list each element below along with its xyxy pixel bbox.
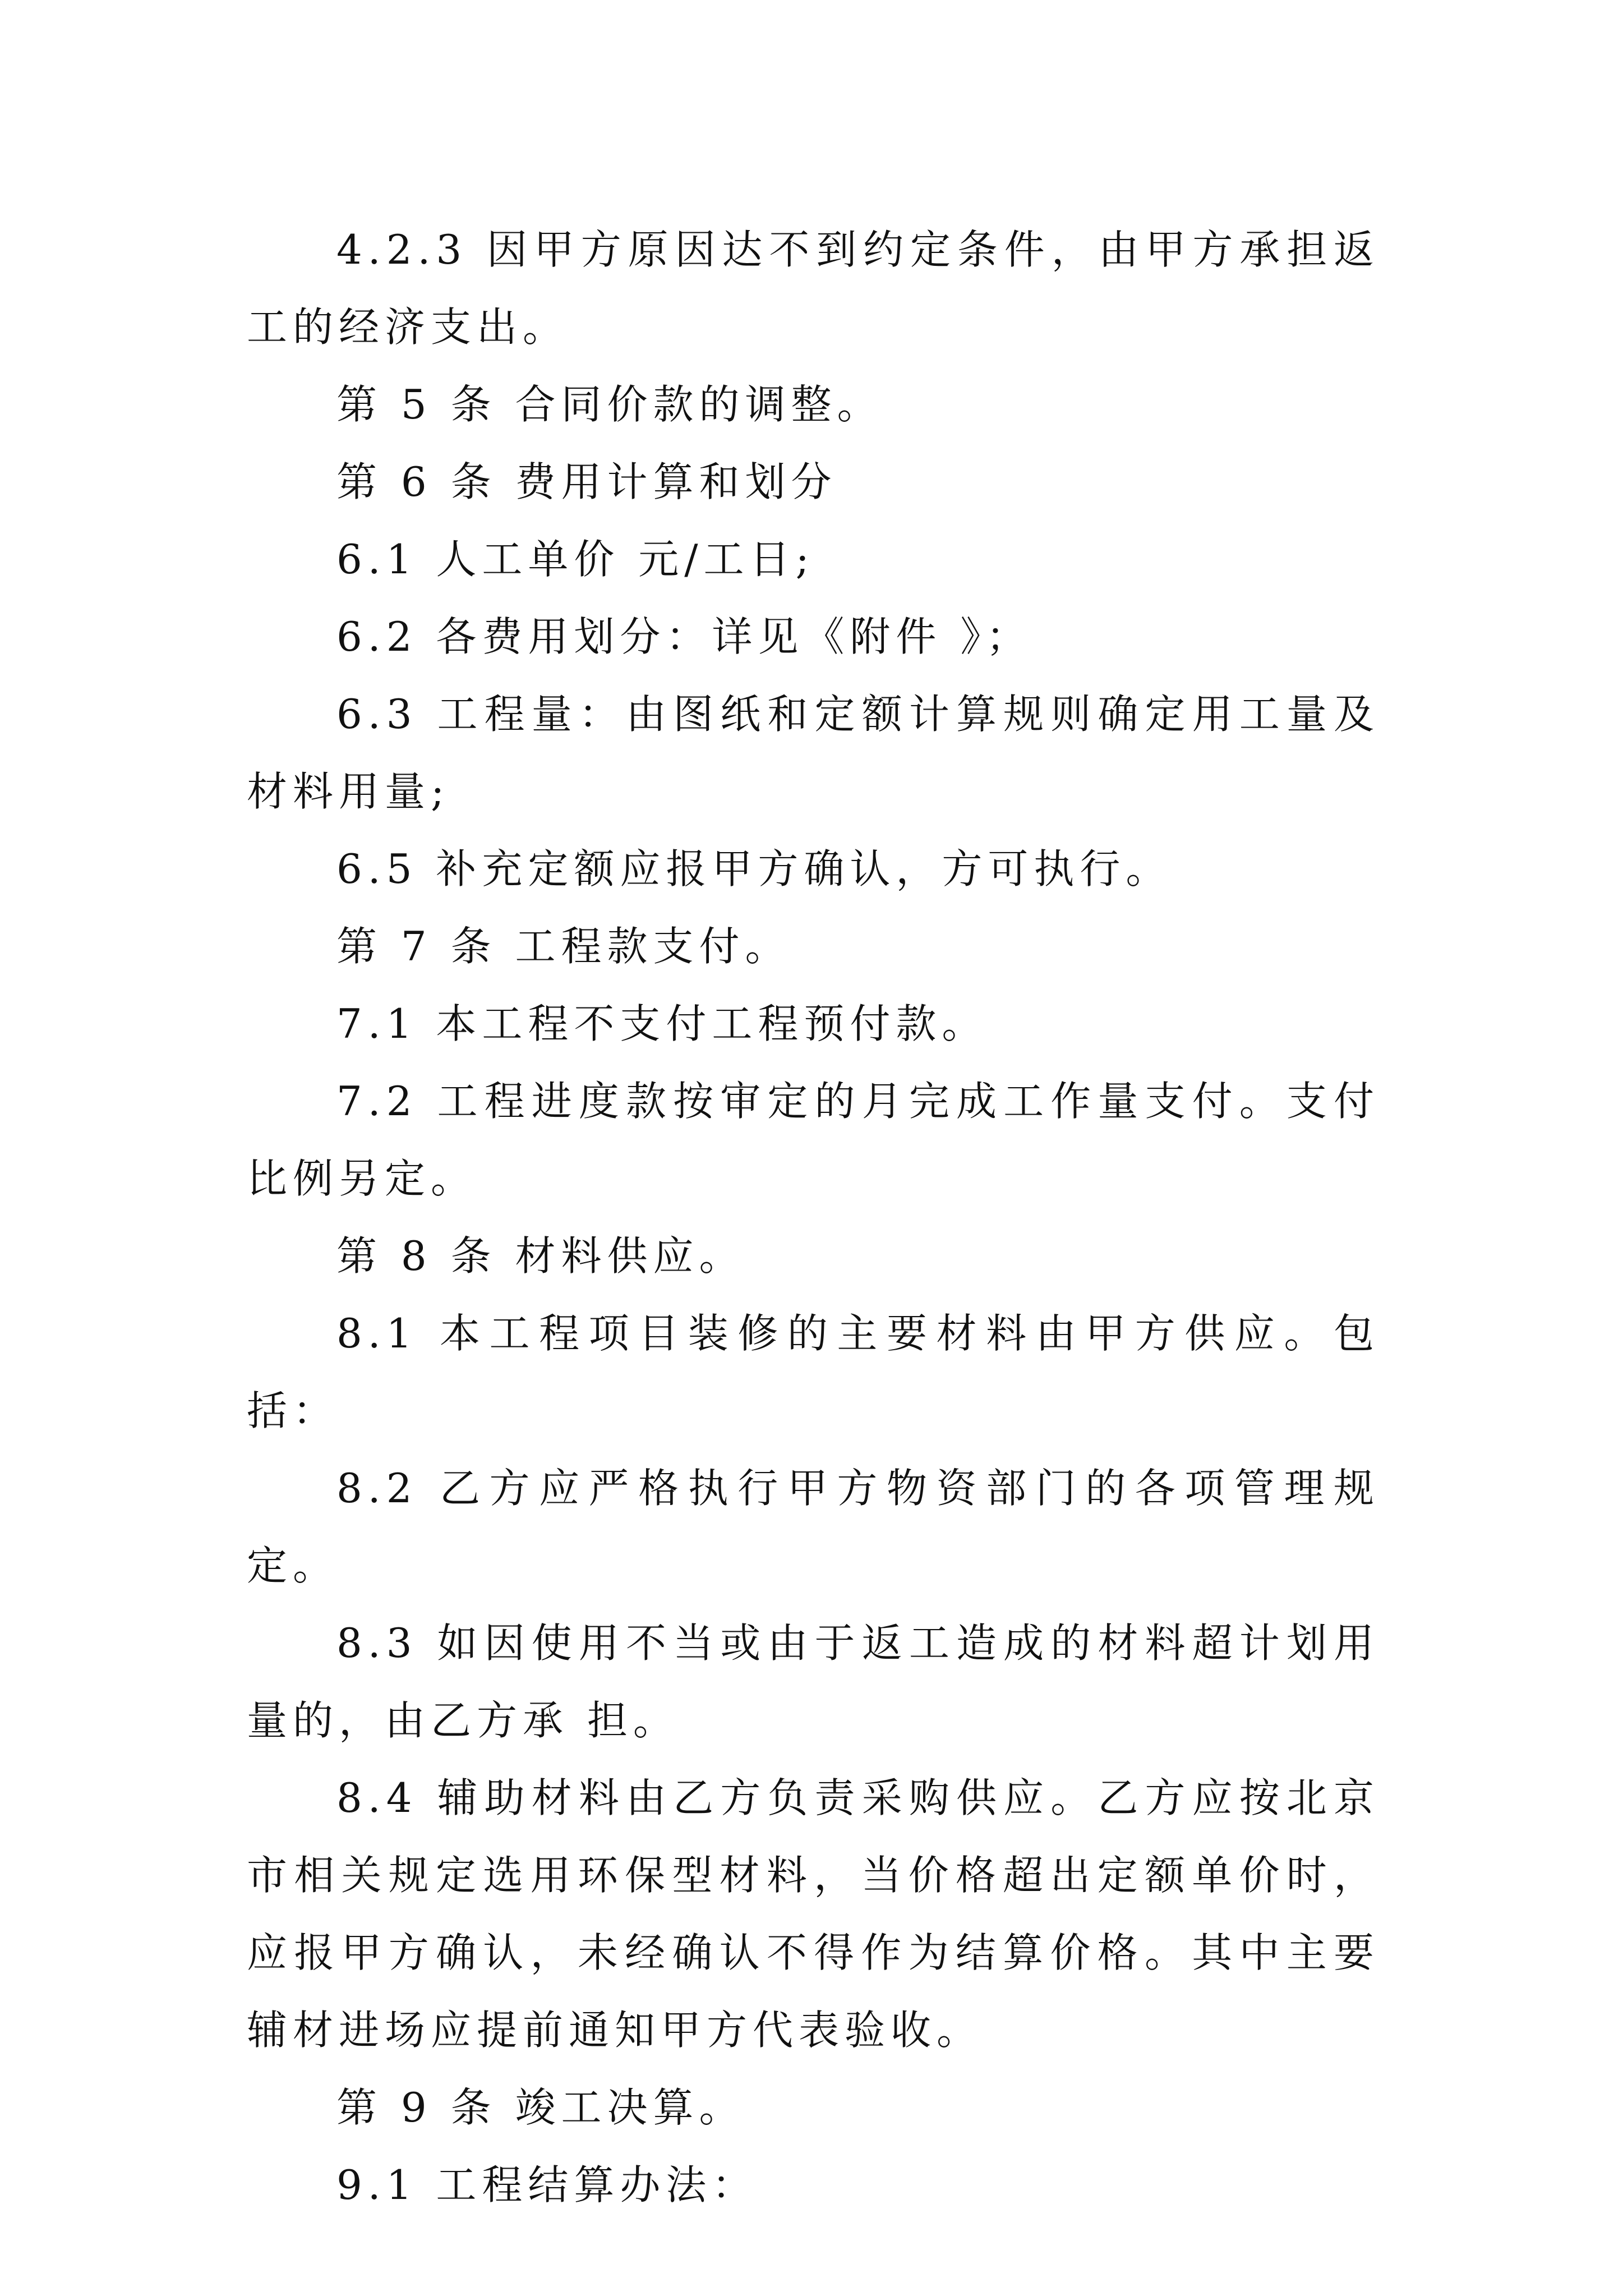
article-6-heading: 第 6 条 费用计算和划分 — [336, 458, 837, 505]
paragraph-6-2: 6.2 各费用划分：详见《附件 》； — [336, 613, 1032, 660]
paragraph-7-1: 7.1 本工程不支付工程预付款。 — [336, 1000, 988, 1047]
document-body — [247, 211, 1380, 2224]
paragraph-8-3: 8.3 如因使用不当或由于返工造成的材料超计划用量的，由乙方承 担。 — [247, 1619, 1380, 1744]
article-9-heading: 第 9 条 竣工决算。 — [336, 2084, 745, 2131]
article-7-heading: 第 7 条 工程款支付。 — [336, 923, 791, 970]
paragraph-8-4: 8.4 辅助材料由乙方负责采购供应。乙方应按北京市相关规定选用环保型材料，当价格超出定额单价时，应报甲方确认，未经确认不得作为结算价格。其中主要辅材进场应提前通知甲方代表验收。 — [247, 1774, 1380, 2054]
paragraph-6-1: 6.1 人工单价 元/工日; — [336, 536, 815, 583]
paragraph-6-5: 6.5 补充定额应报甲方确认，方可执行。 — [336, 845, 1172, 892]
paragraph-8-1: 8.1 本工程项目装修的主要材料由甲方供应。包括： — [247, 1310, 1380, 1434]
paragraph-6-3: 6.3 工程量：由图纸和定额计算规则确定用工量及材料用量; — [247, 691, 1380, 815]
article-5-heading: 第 5 条 合同价款的调整。 — [336, 381, 883, 428]
paragraph-4-2-3: 4.2.3 因甲方原因达不到约定条件，由甲方承担返工的经济支出。 — [247, 226, 1380, 351]
paragraph-7-2: 7.2 工程进度款按审定的月完成工作量支付。支付比例另定。 — [247, 1078, 1380, 1202]
paragraph-8-2: 8.2 乙方应严格执行甲方物资部门的各项管理规定。 — [247, 1465, 1380, 1589]
paragraph-9-1: 9.1 工程结算办法： — [336, 2161, 758, 2208]
article-8-heading: 第 8 条 材料供应。 — [336, 1232, 745, 1280]
